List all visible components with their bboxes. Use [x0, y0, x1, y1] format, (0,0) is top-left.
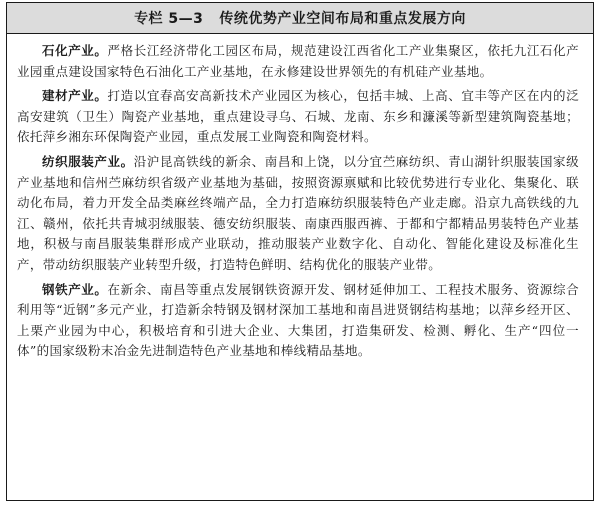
paragraph-building-materials — [17, 86, 579, 148]
paragraph-text: 打造以宜春高安高新技术产业园区为核心，包括丰城、上高、宜丰等产区在内的泛高安建筑（卫生）陶瓷产业基地，重点建设寻乌、石城、龙南、东乡和濂溪等新型建筑陶瓷基地；依托萍乡湘东环保陶瓷产业园，重点发展工业陶瓷和陶瓷材料。 — [17, 88, 579, 145]
paragraph-text: 沿沪昆高铁线的新余、南昌和上饶，以分宜苎麻纺织、青山湖针织服装国家级产业基地和信州苎麻纺织省级产业基地为基础，按照资源禀赋和比较优势进行专业化、集聚化、联动化布局，着力开发全品类麻丝终端产品，全力打造麻纺织服装特色产业走廊。沿京九高铁线的九江、赣州，依托共青城羽绒服装、德安纺织服装、南康西服西裤、于都和宁都精品男装特色产业基地，积极与南昌服装集群形成产业联动，推动服装产业数字化、自动化、智能化建设及标准化生产，带动纺织服装产业转型升级，打造特色鲜明、结构优化的服装产业带。 — [17, 153, 580, 272]
column-box — [6, 2, 594, 501]
paragraph-text: 在新余、南昌等重点发展钢铁资源开发、钢材延伸加工、工程技术服务、资源综合利用等“近钢”多元产业，打造新余特钢及钢材深加工基地和南昌进贤钢结构基地；以萍乡经开区、上栗产业园为中心，积极培育和引进大企业、大集团，打造集研发、检测、孵化、生产“四位一体”的国家级粉末冶金先进制造特色产业基地和棒线精品基地。 — [17, 281, 579, 359]
box-content — [7, 34, 593, 362]
box-label: 专栏 5—3 — [134, 11, 204, 27]
paragraph-lead: 建材产业。 — [42, 88, 108, 104]
paragraph-lead: 纺织服装产业。 — [42, 153, 134, 169]
box-title: 传统优势产业空间布局和重点发展方向 — [219, 11, 466, 27]
paragraph-petrochemical — [17, 41, 579, 82]
box-header — [7, 3, 593, 34]
paragraph-lead: 钢铁产业。 — [42, 281, 108, 297]
paragraph-textile-apparel — [17, 152, 579, 276]
paragraph-text: 严格长江经济带化工园区布局，规范建设江西省化工产业集聚区，依托九江石化产业园重点建设国家特色石油化工产业基地，在永修建设世界领先的有机硅产业基地。 — [17, 43, 579, 79]
paragraph-lead: 石化产业。 — [42, 43, 108, 58]
paragraph-steel — [17, 280, 579, 362]
